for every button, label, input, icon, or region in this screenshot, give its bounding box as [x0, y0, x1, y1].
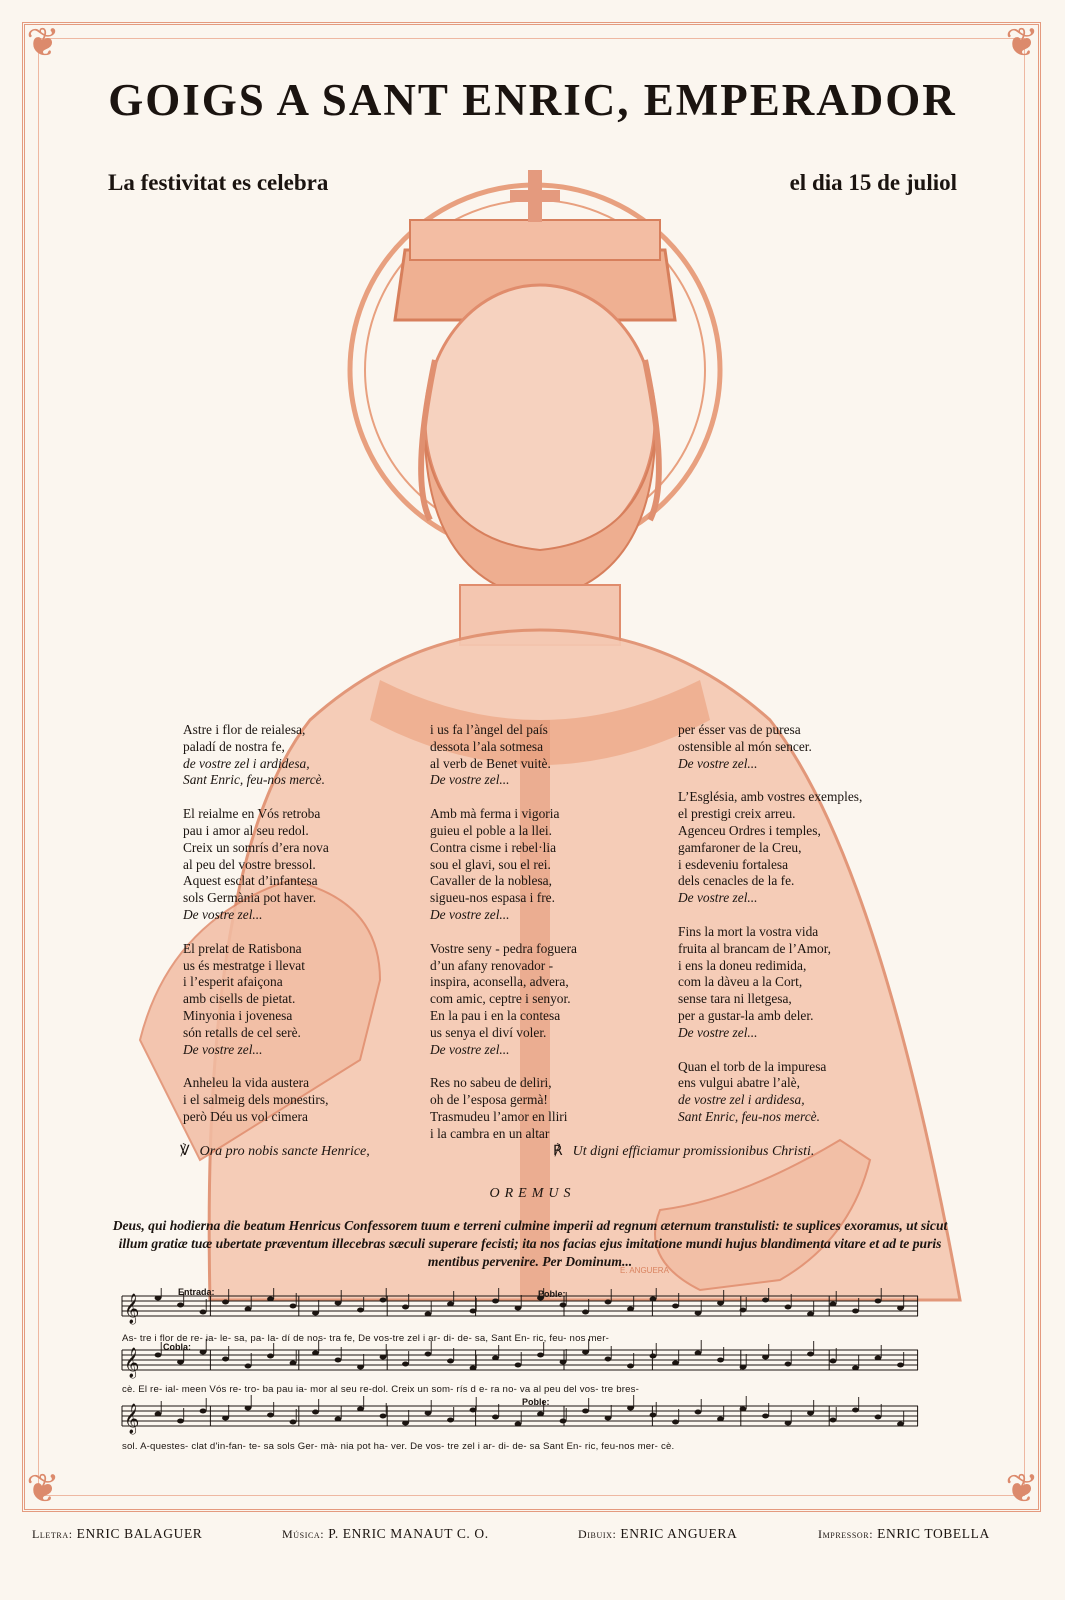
- note-head: [740, 1365, 747, 1370]
- stanza: [430, 1075, 680, 1142]
- note-head: [807, 1312, 814, 1317]
- stanza: [430, 806, 680, 924]
- note-head: [335, 1417, 342, 1422]
- verse-line: Aquest esclat d’infantesa: [183, 873, 318, 889]
- verse-line: Astre i flor de reialesa,: [183, 722, 306, 737]
- score-lyrics-line-1: As- tre i flor de re- ia- le- sa, pa- la- dí de nos- tra fe, De vos-tre zel i ar- di- de- sa, Sant En- ric, feu- nos mer-: [122, 1333, 609, 1344]
- credit-name: ENRIC TOBELLA: [877, 1526, 990, 1541]
- credit-role: Impressor:: [818, 1527, 874, 1541]
- stanza: [183, 941, 433, 1059]
- credit-name: ENRIC BALAGUER: [76, 1526, 203, 1541]
- stanza: [678, 722, 928, 772]
- note-head: [605, 1300, 612, 1305]
- verse-line: i el salmeig dels monestirs,: [183, 1092, 329, 1108]
- note-head: [492, 1415, 499, 1420]
- note-head: [380, 1298, 387, 1303]
- verse-line: us senya el diví voler.: [430, 1024, 547, 1040]
- verse-line: i l’esperit afaiçona: [183, 974, 283, 990]
- verse-line: De vostre zel...: [183, 1041, 263, 1057]
- note-head: [582, 1350, 589, 1355]
- note-head: [672, 1420, 679, 1425]
- verse-line: ens vulgui abatre l’alè,: [678, 1075, 800, 1091]
- verse-line: són retalls de cel serè.: [183, 1024, 301, 1040]
- verse-line: el prestigi creix arreu.: [678, 806, 796, 822]
- note-head: [875, 1415, 882, 1420]
- note-head: [200, 1350, 207, 1355]
- stanza: [430, 941, 680, 1059]
- stanza: [678, 924, 928, 1042]
- stanza: [183, 722, 433, 789]
- verse-line: Sant Enric, feu-nos mercè.: [183, 772, 325, 788]
- note-head: [515, 1363, 522, 1368]
- verse-line: i esdeveniu fortalesa: [678, 856, 789, 872]
- corner-flourish-icon: ❦: [26, 1466, 60, 1512]
- verse-line: com la dàveu a la Cort,: [678, 974, 803, 990]
- verse-line: i us fa l’àngel del país: [430, 722, 548, 737]
- verse-line: guieu el poble a la llei.: [430, 822, 552, 838]
- oremus-heading: OREMUS: [489, 1186, 576, 1201]
- verse-line: Agenceu Ordres i temples,: [678, 822, 821, 838]
- treble-clef-icon: 𝄞: [124, 1348, 140, 1378]
- subtitle-right: el dia 15 de juliol: [789, 170, 957, 195]
- note-head: [267, 1413, 274, 1418]
- versicle-mark: ℣: [180, 1144, 190, 1159]
- note-head: [537, 1353, 544, 1358]
- note-head: [830, 1359, 837, 1364]
- note-head: [762, 1355, 769, 1360]
- verse-line: i ens la doneu redimida,: [678, 957, 807, 973]
- note-head: [312, 1351, 319, 1356]
- verse-line: Minyonia i jovenesa: [183, 1007, 293, 1023]
- note-head: [447, 1418, 454, 1423]
- note-head: [357, 1365, 364, 1370]
- note-head: [177, 1419, 184, 1424]
- verse-line: En la pau i en la contesa: [430, 1007, 561, 1023]
- verse-line: sols Germània pot haver.: [183, 890, 317, 906]
- credit-role: Dibuix:: [578, 1527, 617, 1541]
- verse-line: Vostre seny - pedra foguera: [430, 940, 577, 956]
- verse-column-2: [430, 722, 680, 1160]
- note-head: [515, 1422, 522, 1427]
- verse-line: de vostre zel i ardidesa,: [678, 1092, 805, 1108]
- artist-signature: E. ANGUERA: [620, 1266, 669, 1275]
- note-head: [267, 1354, 274, 1359]
- verse-line: de vostre zel i ardidesa,: [183, 755, 310, 771]
- note-head: [425, 1312, 432, 1317]
- note-head: [335, 1301, 342, 1306]
- note-head: [425, 1411, 432, 1416]
- note-head: [695, 1410, 702, 1415]
- note-head: [740, 1308, 747, 1313]
- note-head: [245, 1307, 252, 1312]
- verse-line: Trasmudeu l’amor en lliri: [430, 1108, 568, 1124]
- verse-line: De vostre zel...: [430, 772, 510, 788]
- stanza: [678, 1059, 928, 1126]
- note-head: [785, 1305, 792, 1310]
- note-head: [875, 1299, 882, 1304]
- verse-line: Fins la mort la vostra vida: [678, 923, 819, 939]
- response-mark: ℟: [553, 1144, 563, 1159]
- response: [553, 1143, 814, 1160]
- corner-flourish-icon: ❦: [26, 20, 60, 66]
- verse-line: Anheleu la vida austera: [183, 1075, 310, 1091]
- note-head: [740, 1407, 747, 1412]
- verse-line: al verb de Benet vuitè.: [430, 755, 551, 771]
- note-head: [650, 1413, 657, 1418]
- credit-role: Lletra:: [32, 1527, 73, 1541]
- page-title: GOIGS A SANT ENRIC, EMPERADOR: [108, 75, 957, 125]
- note-head: [605, 1416, 612, 1421]
- verse-line: dessota l’ala sotmesa: [430, 738, 544, 754]
- note-head: [357, 1407, 364, 1412]
- verse-column-3: [678, 722, 928, 1143]
- verse-column-1: [183, 722, 433, 1143]
- note-head: [830, 1418, 837, 1423]
- note-head: [447, 1302, 454, 1307]
- note-head: [560, 1303, 567, 1308]
- note-head: [852, 1408, 859, 1413]
- note-head: [695, 1311, 702, 1316]
- note-head: [852, 1309, 859, 1314]
- verse-line: dels cenacles de la fe.: [678, 873, 795, 889]
- note-head: [830, 1302, 837, 1307]
- verse-line: amb cisells de pietat.: [183, 991, 296, 1007]
- note-head: [515, 1306, 522, 1311]
- note-head: [807, 1411, 814, 1416]
- note-head: [852, 1366, 859, 1371]
- verse-line: al peu del vostre bressol.: [183, 856, 316, 872]
- note-head: [717, 1358, 724, 1363]
- note-head: [492, 1356, 499, 1361]
- verse-line: De vostre zel...: [678, 890, 758, 906]
- note-head: [897, 1363, 904, 1368]
- note-head: [492, 1299, 499, 1304]
- note-head: [290, 1304, 297, 1309]
- treble-clef-icon: 𝄞: [124, 1294, 140, 1324]
- verse-line: El prelat de Ratisbona: [183, 940, 302, 956]
- verse-line: De vostre zel...: [678, 1024, 758, 1040]
- verse-line: d’un afany renovador -: [430, 957, 554, 973]
- credit-music: [282, 1526, 489, 1542]
- verse-line: oh de l’esposa germà!: [430, 1092, 548, 1108]
- verse-line: El reialme en Vós retroba: [183, 806, 321, 822]
- note-head: [335, 1358, 342, 1363]
- note-head: [200, 1409, 207, 1414]
- verse-line: ostensible al món sencer.: [678, 738, 812, 754]
- note-head: [695, 1351, 702, 1356]
- note-head: [650, 1354, 657, 1359]
- corner-flourish-icon: ❦: [1005, 1466, 1039, 1512]
- credit-name: P. ENRIC MANAUT C. O.: [328, 1526, 489, 1541]
- stanza: [183, 1075, 433, 1125]
- verse-line: com amic, ceptre i senyor.: [430, 991, 571, 1007]
- note-head: [290, 1420, 297, 1425]
- verse-line: inspira, aconsella, advera,: [430, 974, 569, 990]
- note-head: [155, 1296, 162, 1301]
- note-head: [245, 1364, 252, 1369]
- verse-line: L’Església, amb vostres exemples,: [678, 789, 863, 805]
- note-head: [582, 1310, 589, 1315]
- note-head: [177, 1303, 184, 1308]
- verse-line: per ésser vas de puresa: [678, 722, 801, 737]
- note-head: [447, 1359, 454, 1364]
- note-head: [762, 1298, 769, 1303]
- verse-line: De vostre zel...: [678, 755, 758, 771]
- note-head: [357, 1308, 364, 1313]
- prayer-text: Deus, qui hodierna die beatum Henricus Confessorem tuum e terreni culmine imperii ad regnum æternum transtulisti: te suplices exoramus, ut sicut illum gratiæ tuæ ubertate præventum illecebras sæculi superare fecisti; ita nos facias ejus imitatione mundi hujus blandimenta vitare et ad te puris mentibus pervenire. Per Dominum...: [112, 1218, 948, 1269]
- credit-lyrics: [32, 1526, 202, 1542]
- note-head: [717, 1417, 724, 1422]
- note-head: [402, 1305, 409, 1310]
- note-head: [785, 1362, 792, 1367]
- verse-line: per a gustar-la amb deler.: [678, 1007, 814, 1023]
- note-head: [267, 1297, 274, 1302]
- verse-line: Sant Enric, feu-nos mercè.: [678, 1108, 820, 1124]
- versicle: [180, 1143, 370, 1160]
- note-head: [425, 1352, 432, 1357]
- note-head: [245, 1406, 252, 1411]
- verse-line: sense tara ni lletgesa,: [678, 991, 792, 1007]
- verse-line: i la cambra en un altar: [430, 1125, 550, 1141]
- verse-line: Cavaller de la noblesa,: [430, 873, 552, 889]
- note-head: [807, 1352, 814, 1357]
- note-head: [605, 1357, 612, 1362]
- verse-line: De vostre zel...: [430, 906, 510, 922]
- verse-line: Res no sabeu de deliri,: [430, 1075, 552, 1091]
- credit-printer: [818, 1526, 990, 1542]
- verse-line: Creix un somrís d’era nova: [183, 839, 329, 855]
- verse-line: sigueu-nos espasa i fre.: [430, 890, 555, 906]
- note-head: [200, 1310, 207, 1315]
- note-head: [312, 1311, 319, 1316]
- score-lyrics-line-3: sol. A-questes- clat d'in-fan- te- sa sols Ger- mà- nia pot ha- ver. De vos- tre zel i ar- di- de- sa Sant En- ric, feu-nos mer- cè.: [122, 1441, 675, 1452]
- note-head: [627, 1406, 634, 1411]
- note-head: [380, 1414, 387, 1419]
- note-head: [470, 1408, 477, 1413]
- note-head: [290, 1361, 297, 1366]
- note-head: [222, 1416, 229, 1421]
- verse-line: pau i amor al seu redol.: [183, 822, 309, 838]
- note-head: [155, 1353, 162, 1358]
- score-mark-poble-2: Poble:: [522, 1397, 550, 1407]
- verse-line: fruita al brancam de l’Amor,: [678, 940, 832, 956]
- note-head: [672, 1304, 679, 1309]
- verse-line: Contra cisme i rebel·lia: [430, 839, 557, 855]
- response-text: Ut digni efficiamur promissionibus Christi.: [572, 1144, 815, 1159]
- note-head: [177, 1360, 184, 1365]
- note-head: [537, 1412, 544, 1417]
- note-head: [312, 1410, 319, 1415]
- note-head: [897, 1306, 904, 1311]
- note-head: [222, 1300, 229, 1305]
- stanza: [678, 789, 928, 907]
- note-head: [672, 1361, 679, 1366]
- score-lyrics-line-2: cè. El re- ial- meen Vós re- tro- ba pau ia- mor al seu re-dol. Creix un som- rís d e- ra no- va al peu del vos- tre bres-: [122, 1384, 640, 1395]
- corner-flourish-icon: ❦: [1005, 20, 1039, 66]
- verse-line: gamfaroner de la Creu,: [678, 839, 802, 855]
- credit-name: ENRIC ANGUERA: [620, 1526, 738, 1541]
- score-mark-cobla: Cobla:: [163, 1342, 191, 1352]
- note-head: [470, 1366, 477, 1371]
- credit-role: Música:: [282, 1527, 325, 1541]
- score-mark-entrada: Entrada:: [178, 1287, 215, 1297]
- note-head: [627, 1307, 634, 1312]
- versicle-text: Ora pro nobis sancte Henrice,: [199, 1144, 370, 1159]
- note-head: [222, 1357, 229, 1362]
- note-head: [155, 1412, 162, 1417]
- verse-line: sou el glavi, sou el rei.: [430, 856, 551, 872]
- subtitle-left: La festivitat es celebra: [108, 170, 329, 195]
- note-head: [717, 1301, 724, 1306]
- credit-drawing: [578, 1526, 737, 1542]
- note-head: [560, 1360, 567, 1365]
- note-head: [560, 1419, 567, 1424]
- stanza: [430, 722, 680, 789]
- score-mark-poble: Poble:: [538, 1289, 566, 1299]
- treble-clef-icon: 𝄞: [124, 1404, 140, 1434]
- note-head: [402, 1421, 409, 1426]
- verse-line: paladí de nostra fe,: [183, 738, 285, 754]
- note-head: [785, 1421, 792, 1426]
- verse-line: però Déu us vol cimera: [183, 1108, 308, 1124]
- verse-line: De vostre zel...: [183, 906, 263, 922]
- note-head: [897, 1422, 904, 1427]
- verse-line: De vostre zel...: [430, 1041, 510, 1057]
- verse-line: Quan el torb de la impuresa: [678, 1058, 827, 1074]
- note-head: [762, 1414, 769, 1419]
- note-head: [627, 1364, 634, 1369]
- music-score: [118, 1288, 938, 1463]
- note-head: [582, 1409, 589, 1414]
- verse-line: Amb mà ferma i vigoria: [430, 806, 560, 822]
- note-head: [402, 1362, 409, 1367]
- note-head: [380, 1355, 387, 1360]
- note-head: [470, 1309, 477, 1314]
- stanza: [183, 806, 433, 924]
- verse-line: us és mestratge i llevat: [183, 957, 305, 973]
- note-head: [875, 1356, 882, 1361]
- note-head: [650, 1297, 657, 1302]
